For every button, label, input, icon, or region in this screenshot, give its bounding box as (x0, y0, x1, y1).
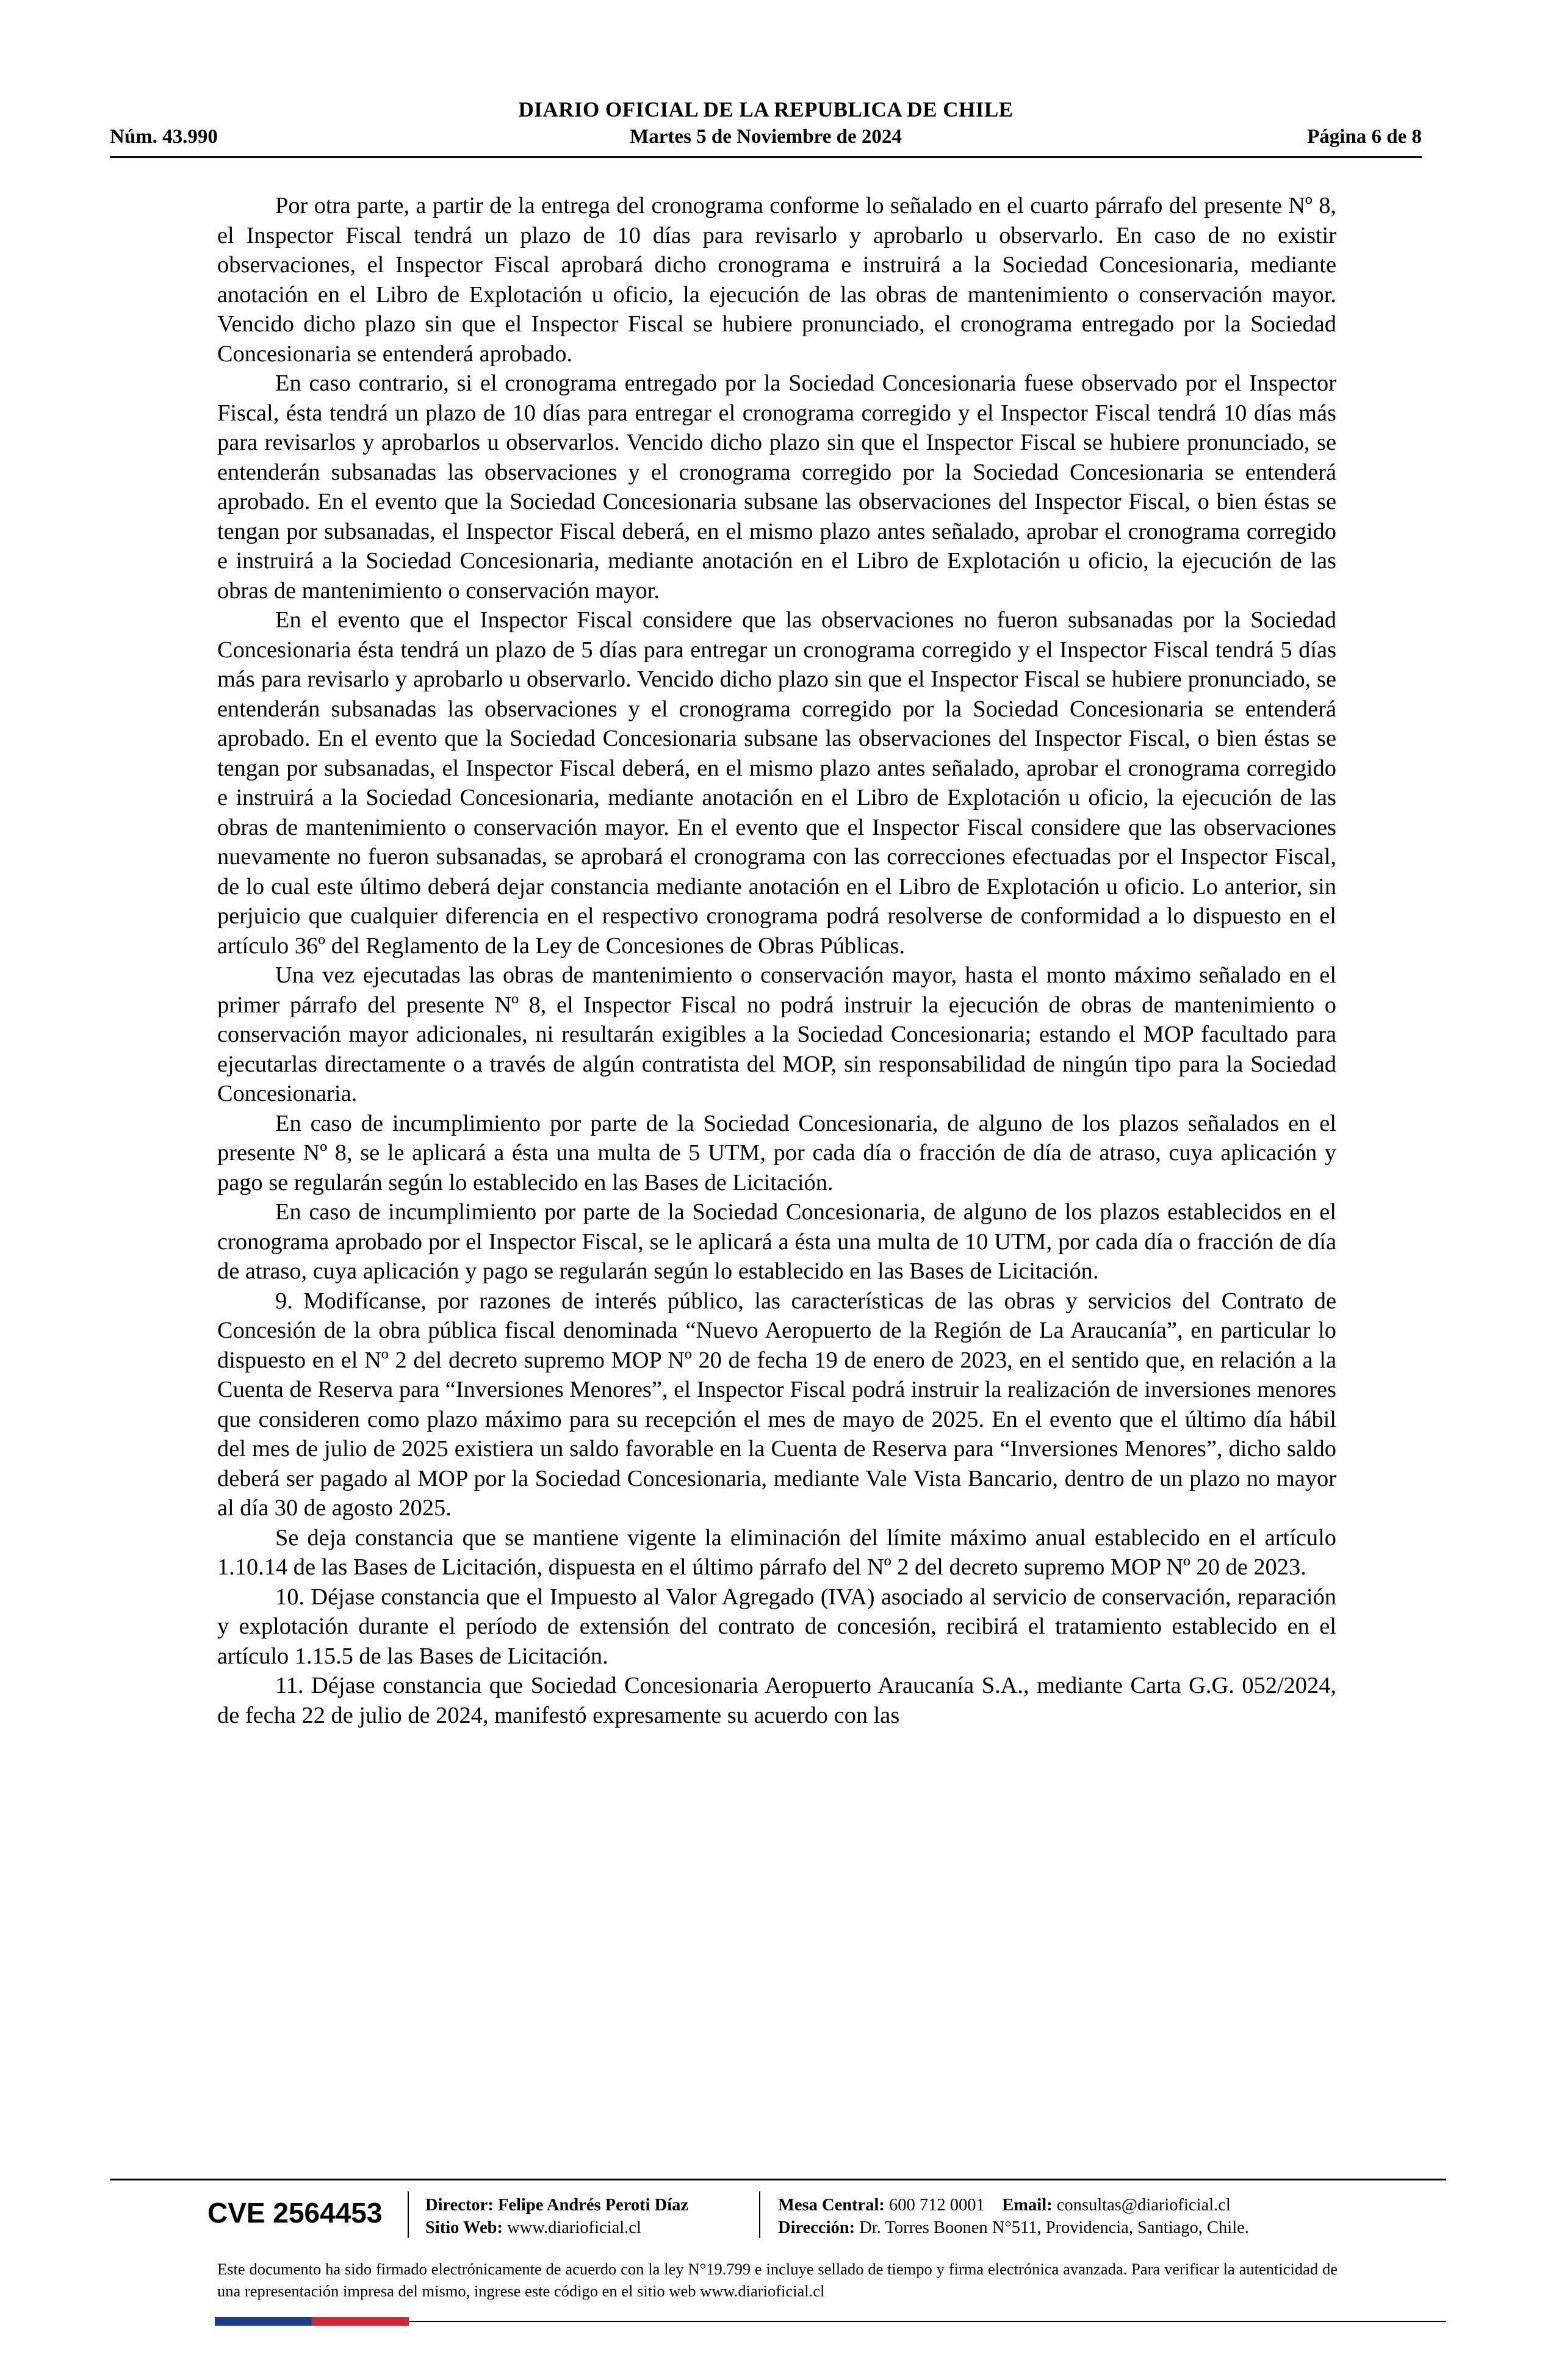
email-link[interactable]: consultas@diarioficial.cl (1056, 2196, 1231, 2215)
director-label: Director: (425, 2196, 494, 2215)
flag-color-bar (215, 2317, 409, 2326)
page-indicator: Página 6 de 8 (1307, 126, 1422, 148)
phone-number: 600 712 0001 (889, 2196, 985, 2215)
paragraph: 9. Modifícanse, por razones de interés público, las características de las obras y servicios del Contrato de Concesión de la obra pública fiscal denominada “Nuevo Aeropuerto de la Región de La Araucanía”, en particular lo dispuesto en el Nº 2 del decreto supremo MOP Nº 20 de fecha 19 de enero de 2023, en el sentido que, en relación a la Cuenta de Reserva para “Inversiones Menores”, el Inspector Fiscal podrá instruir la realización de inversiones menores que consideren como plazo máximo para su recepción el mes de mayo de 2025. En el evento que el último día hábil del mes de julio de 2025 existiera un saldo favorable en la Cuenta de Reserva para “Inversiones Menores”, dicho saldo deberá ser pagado al MOP por la Sociedad Concesionaria, mediante Vale Vista Bancario, dentro de un plazo no mayor al día 30 de agosto 2025. (217, 1288, 1336, 1521)
page-header (110, 92, 1422, 159)
paragraph: Una vez ejecutadas las obras de mantenimiento o conservación mayor, hasta el monto máximo señalado en el primer párrafo del presente Nº 8, el Inspector Fiscal no podrá instruir la ejecución de obras de mantenimiento o conservación mayor adicionales, ni resultarán exigibles a la Sociedad Concesionaria; estando el MOP facultado para ejecutarlas directamente o a través de algún contratista del MOP, sin responsabilidad de ningún tipo para la Sociedad Concesionaria. (217, 962, 1336, 1106)
address-value: Dr. Torres Boonen N°511, Providencia, Santiago, Chile. (859, 2218, 1249, 2237)
paragraph: Por otra parte, a partir de la entrega del cronograma conforme lo señalado en el cuarto párrafo del presente Nº 8, el Inspector Fiscal tendrá un plazo de 10 días para revisarlo y aprobarlo u observarlo. En caso de no existir observaciones, el Inspector Fiscal aprobará dicho cronograma e instruirá a la Sociedad Concesionaria, mediante anotación en el Libro de Explotación u oficio, la ejecución de las obras de mantenimiento o conservación mayor. Vencido dicho plazo sin que el Inspector Fiscal se hubiere pronunciado, el cronograma entregado por la Sociedad Concesionaria se entenderá aprobado. (217, 193, 1336, 367)
footer-separator (759, 2191, 760, 2238)
website-link[interactable]: www.diarioficial.cl (507, 2218, 641, 2237)
header-divider (110, 156, 1422, 158)
website-label: Sitio Web: (425, 2218, 503, 2237)
phone-label: Mesa Central: (778, 2196, 885, 2215)
paragraph: En caso de incumplimiento por parte de la Sociedad Concesionaria, de alguno de los plazos establecidos en el cronograma aprobado por el Inspector Fiscal, se le aplicará a ésta una multa de 10 UTM, por cada día o fracción de día de atraso, cuya aplicación y pago se regularán según lo establecido en las Bases de Licitación. (217, 1199, 1336, 1284)
signature-disclaimer: Este documento ha sido firmado electrónicamente de acuerdo con la ley N°19.799 e incluye sellado de tiempo y firma electrónica avanzada. Para verificar la autenticidad de una representación impresa del mismo, ingrese este código en el sitio web www.diarioficial.cl (217, 2260, 1338, 2300)
document-body (217, 191, 1336, 1730)
bottom-divider (409, 2321, 1446, 2322)
publication-date: Martes 5 de Noviembre de 2024 (630, 126, 902, 148)
cve-code: CVE 2564453 (207, 2197, 383, 2229)
address-label: Dirección: (778, 2218, 855, 2237)
footer-contact-block (778, 2194, 1249, 2239)
flag-red-segment (312, 2317, 409, 2326)
paragraph: En caso contrario, si el cronograma entregado por la Sociedad Concesionaria fuese observado por el Inspector Fiscal, ésta tendrá un plazo de 10 días para entregar el cronograma corregido y el Inspector Fiscal tendrá 10 días más para revisarlos y aprobarlos u observarlos. Vencido dicho plazo sin que el Inspector Fiscal se hubiere pronunciado, se entenderán subsanadas las observaciones y el cronograma corregido por la Sociedad Concesionaria se entenderá aprobado. En el evento que la Sociedad Concesionaria subsane las observaciones del Inspector Fiscal, o bien éstas se tengan por subsanadas, el Inspector Fiscal deberá, en el mismo plazo antes señalado, aprobar el cronograma corregido e instruirá a la Sociedad Concesionaria, mediante anotación en el Libro de Explotación u oficio, la ejecución de las obras de mantenimiento o conservación mayor. (217, 370, 1336, 604)
paragraph: En caso de incumplimiento por parte de la Sociedad Concesionaria, de alguno de los plazos señalados en el presente Nº 8, se le aplicará a ésta una multa de 5 UTM, por cada día o fracción de día de atraso, cuya aplicación y pago se regularán según lo establecido en las Bases de Licitación. (217, 1110, 1336, 1195)
page-footer (110, 2188, 1446, 2243)
footer-director-block (425, 2194, 688, 2239)
director-name: Felipe Andrés Peroti Díaz (497, 2196, 689, 2215)
footer-divider (110, 2179, 1446, 2180)
publication-title: DIARIO OFICIAL DE LA REPUBLICA DE CHILE (518, 98, 1014, 121)
paragraph: Se deja constancia que se mantiene vigente la eliminación del límite máximo anual establecido en el artículo 1.10.14 de las Bases de Licitación, dispuesta en el último párrafo del Nº 2 del decreto supremo MOP Nº 20 de 2023. (217, 1524, 1336, 1580)
paragraph: 10. Déjase constancia que el Impuesto al Valor Agregado (IVA) asociado al servicio de conservación, reparación y explotación durante el período de extensión del contrato de concesión, recibirá el tratamiento establecido en el artículo 1.15.5 de las Bases de Licitación. (217, 1584, 1336, 1669)
flag-blue-segment (215, 2317, 312, 2326)
email-label: Email: (1002, 2196, 1053, 2215)
footer-separator (408, 2191, 409, 2238)
issue-number: Núm. 43.990 (110, 126, 218, 148)
paragraph: 11. Déjase constancia que Sociedad Concesionaria Aeropuerto Araucanía S.A., mediante Carta G.G. 052/2024, de fecha 22 de julio de 2024, manifestó expresamente su acuerdo con las (217, 1673, 1336, 1728)
paragraph: En el evento que el Inspector Fiscal considere que las observaciones no fueron subsanadas por la Sociedad Concesionaria ésta tendrá un plazo de 5 días para entregar un cronograma corregido y el Inspector Fiscal tendrá 5 días más para revisarlo y aprobarlo u observarlo. Vencido dicho plazo sin que el Inspector Fiscal se hubiere pronunciado, se entenderán subsanadas las observaciones y el cronograma corregido por la Sociedad Concesionaria se entenderá aprobado. En el evento que la Sociedad Concesionaria subsane las observaciones del Inspector Fiscal, o bien éstas se tengan por subsanadas, el Inspector Fiscal deberá, en el mismo plazo antes señalado, aprobar el cronograma corregido e instruirá a la Sociedad Concesionaria, mediante anotación en el Libro de Explotación u oficio, la ejecución de las obras de mantenimiento o conservación mayor. En el evento que el Inspector Fiscal considere que las observaciones nuevamente no fueron subsanadas, se aprobará el cronograma con las correcciones efectuadas por el Inspector Fiscal, de lo cual este último deberá dejar constancia mediante anotación en el Libro de Explotación u oficio. Lo anterior, sin perjuicio que cualquier diferencia en el respectivo cronograma podrá resolverse de conformidad a lo dispuesto en el artículo 36º del Reglamento de la Ley de Concesiones de Obras Públicas. (217, 607, 1336, 959)
